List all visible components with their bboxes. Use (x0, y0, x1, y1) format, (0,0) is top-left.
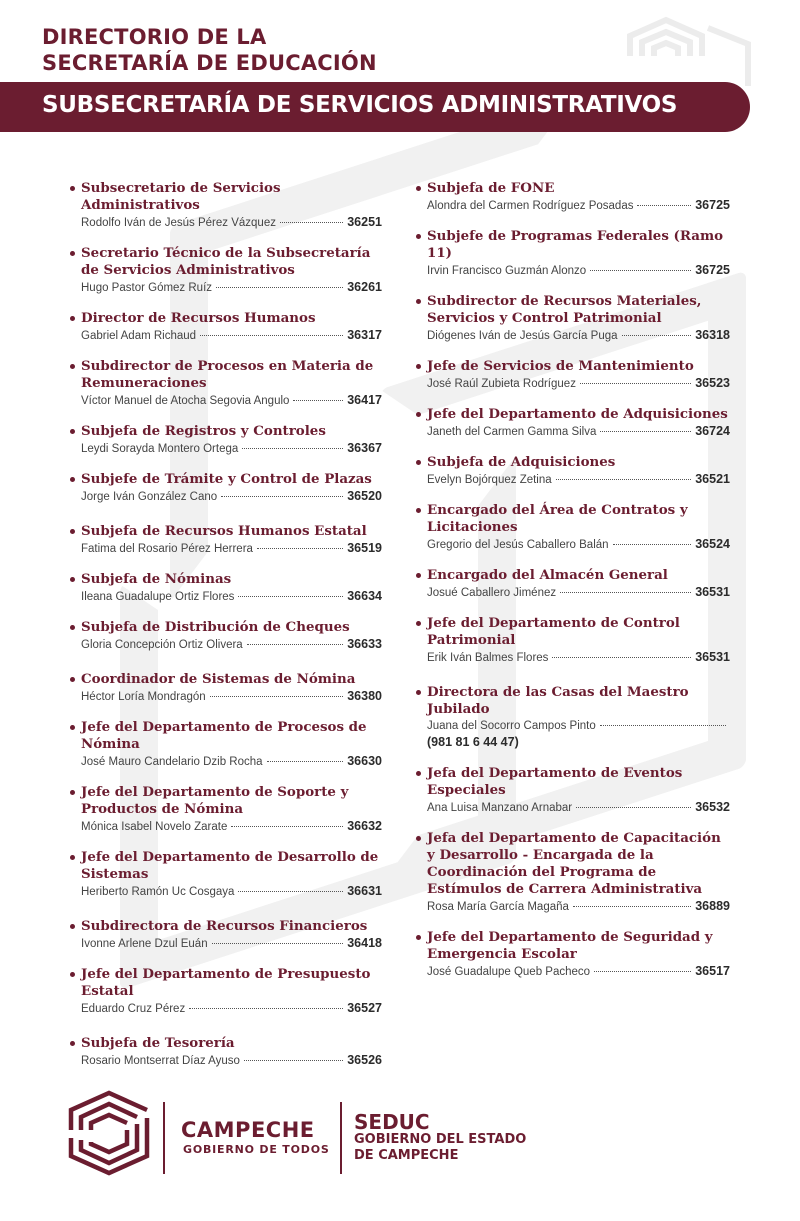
entry-contact-line (70, 392, 382, 409)
directory-entry (416, 502, 730, 553)
entry-position-title: Subjefa de Recursos Humanos Estatal (70, 523, 382, 540)
directory-entry (70, 423, 382, 457)
entry-position-title: Coordinador de Sistemas de Nómina (70, 671, 382, 688)
entry-person-name: Rosario Montserrat Díaz Ayuso (81, 1055, 240, 1067)
entry-contact-line (416, 963, 730, 980)
dot-leader (556, 479, 692, 480)
entry-person-name: Irvin Francisco Guzmán Alonzo (427, 265, 587, 277)
entry-extension: 36724 (695, 424, 730, 438)
directory-entry (416, 615, 730, 666)
entry-person-name: Evelyn Bojórquez Zetina (427, 474, 552, 486)
entry-position-title: Jefe del Departamento de Soporte y Productos de Nómina (70, 784, 382, 818)
entry-contact-line (70, 588, 382, 605)
entry-person-name: Mónica Isabel Novelo Zarate (81, 821, 228, 833)
entry-contact-line (70, 636, 382, 653)
entry-position-title: Subsecretario de Servicios Administrativos (70, 180, 382, 214)
entry-contact-line (70, 935, 382, 952)
directory-entry (70, 784, 382, 835)
entry-contact-line (70, 440, 382, 457)
entry-extension: 36317 (347, 328, 382, 342)
entry-position-title: Jefe del Departamento de Seguridad y Emergencia Escolar (416, 929, 730, 963)
entry-extension: 36418 (347, 936, 382, 950)
directory-entry (416, 830, 730, 915)
entry-extension: 36531 (695, 585, 730, 599)
entry-position-title: Subjefa de Distribución de Cheques (70, 619, 382, 636)
entry-contact-line (416, 584, 730, 601)
entry-position-title: Subjefa de Adquisiciones (416, 454, 730, 471)
entry-person-name: Ivonne Arlene Dzul Euán (81, 938, 208, 950)
entry-extension: 36520 (347, 489, 382, 503)
entry-contact-line (416, 262, 730, 279)
entry-position-title: Jefe del Departamento de Desarrollo de Sistemas (70, 849, 382, 883)
entry-person-name: Gabriel Adam Richaud (81, 330, 197, 342)
entry-person-name: Heriberto Ramón Uc Cosgaya (81, 886, 235, 898)
directory-entry (70, 310, 382, 344)
dot-leader (622, 335, 692, 336)
dot-leader (242, 448, 343, 449)
dot-leader (244, 1060, 343, 1061)
dot-leader (267, 761, 344, 762)
entry-position-title: Subjefe de Programas Federales (Ramo 11) (416, 228, 730, 262)
entry-person-name: Víctor Manuel de Atocha Segovia Angulo (81, 395, 290, 407)
entry-extension: 36634 (347, 589, 382, 603)
entry-extension: 36633 (347, 637, 382, 651)
dot-leader (594, 971, 691, 972)
entry-person-name: Leydi Sorayda Montero Ortega (81, 443, 239, 455)
entry-extension: 36889 (695, 899, 730, 913)
entry-position-title: Encargado del Área de Contratos y Licitaciones (416, 502, 730, 536)
footer-divider (163, 1102, 165, 1174)
directory-entry (416, 454, 730, 488)
entry-position-title: Subjefe de Trámite y Control de Plazas (70, 471, 382, 488)
entry-contact-line (70, 753, 382, 770)
footer-campeche: CAMPECHE (181, 1118, 315, 1142)
directory-entry (70, 918, 382, 952)
entry-person-name: Ana Luisa Manzano Arnabar (427, 802, 573, 814)
dot-leader (637, 205, 691, 206)
entry-contact-line (416, 649, 730, 666)
entry-person-name: Alondra del Carmen Rodríguez Posadas (427, 200, 634, 212)
dot-leader (280, 222, 343, 223)
entry-extension: 36631 (347, 884, 382, 898)
entry-contact-line (70, 688, 382, 705)
entry-contact-line (70, 540, 382, 557)
directory-entry (70, 671, 382, 705)
footer-seduc: SEDUC (354, 1110, 430, 1134)
dot-leader (257, 548, 343, 549)
dot-leader (560, 592, 691, 593)
entry-extension: 36251 (347, 215, 382, 229)
dot-leader (212, 943, 344, 944)
directory-entry (70, 471, 382, 505)
entry-person-name: José Mauro Candelario Dzib Rocha (81, 756, 263, 768)
entry-position-title: Directora de las Casas del Maestro Jubilado (416, 684, 730, 718)
entry-person-name: Diógenes Iván de Jesús García Puga (427, 330, 618, 342)
dot-leader (573, 906, 691, 907)
directory-entry (416, 180, 730, 214)
dot-leader (238, 891, 343, 892)
entry-phone: (981 81 6 44 47) (427, 735, 519, 749)
entry-extension: 36527 (347, 1001, 382, 1015)
directory-entry (416, 358, 730, 392)
directory-entry (70, 180, 382, 231)
entry-person-name: Fatima del Rosario Pérez Herrera (81, 543, 253, 555)
entry-contact-line (70, 1000, 382, 1017)
entry-extension: 36517 (695, 964, 730, 978)
entry-extension: 36523 (695, 376, 730, 390)
entry-contact-line (70, 279, 382, 296)
dot-leader (231, 826, 343, 827)
entry-contact-line (70, 327, 382, 344)
entry-position-title: Encargado del Almacén General (416, 567, 730, 584)
entry-person-name: Hugo Pastor Gómez Ruíz (81, 282, 213, 294)
directory-entry (416, 929, 730, 980)
campeche-logo-icon (68, 1090, 150, 1176)
entry-contact-line (416, 536, 730, 553)
entry-extension: 36531 (695, 650, 730, 664)
entry-contact-line (416, 375, 730, 392)
dot-leader (613, 544, 692, 545)
entry-position-title: Secretario Técnico de la Subsecretaría de Servicios Administrativos (70, 245, 382, 279)
entry-contact-line (70, 214, 382, 231)
entry-position-title: Subdirectora de Recursos Financieros (70, 918, 382, 935)
entry-extension: 36318 (695, 328, 730, 342)
directory-entry (416, 567, 730, 601)
entry-contact-line (70, 1052, 382, 1069)
dot-leader (216, 287, 343, 288)
dot-leader (600, 431, 691, 432)
entry-extension: 36725 (695, 263, 730, 277)
entry-person-name: Rodolfo Iván de Jesús Pérez Vázquez (81, 217, 276, 229)
entry-contact-line (70, 883, 382, 900)
entry-person-name: Erik Iván Balmes Flores (427, 652, 549, 664)
entry-extension: 36524 (695, 537, 730, 551)
dot-leader (238, 596, 343, 597)
dot-leader (200, 335, 343, 336)
directory-entry (70, 619, 382, 653)
entry-person-name: Eduardo Cruz Pérez (81, 1003, 186, 1015)
footer-seduc-line2: DE CAMPECHE (354, 1148, 459, 1163)
section-banner-title: SUBSECRETARÍA DE SERVICIOS ADMINISTRATIVOS (42, 92, 678, 118)
entry-person-name: Gloria Concepción Ortiz Olivera (81, 639, 243, 651)
entry-person-name: Rosa María García Magaña (427, 901, 569, 913)
directory-entry (70, 571, 382, 605)
entry-extension: 36521 (695, 472, 730, 486)
entry-extension: 36526 (347, 1053, 382, 1067)
entry-contact-line (70, 488, 382, 505)
entry-position-title: Jefe del Departamento de Procesos de Nómina (70, 719, 382, 753)
entry-contact-line (416, 197, 730, 214)
entry-extension: 36725 (695, 198, 730, 212)
directory-entry (416, 406, 730, 440)
dot-leader (210, 696, 344, 697)
directory-entry (416, 228, 730, 279)
entry-position-title: Jefa del Departamento de Capacitación y Desarrollo - Encargada de la Coordinación del Programa de Estímulos de Carrera Administrativa (416, 830, 730, 898)
entry-contact-line (416, 327, 730, 344)
dot-leader (189, 1008, 343, 1009)
entry-person-name: José Guadalupe Queb Pacheco (427, 966, 591, 978)
directory-entry (70, 849, 382, 900)
entry-contact-line (416, 471, 730, 488)
dot-leader (221, 496, 343, 497)
entry-extension: 36417 (347, 393, 382, 407)
entry-contact-line (416, 799, 730, 816)
entry-position-title: Subjefa de FONE (416, 180, 730, 197)
entry-person-name: Héctor Loría Mondragón (81, 691, 206, 703)
entry-extension: 36261 (347, 280, 382, 294)
entry-position-title: Subdirector de Procesos en Materia de Remuneraciones (70, 358, 382, 392)
entry-person-name: Juana del Socorro Campos Pinto (427, 720, 596, 732)
directory-entry (416, 765, 730, 816)
entry-person-name: Ileana Guadalupe Ortiz Flores (81, 591, 235, 603)
page-title-line1: DIRECTORIO DE LA (42, 25, 267, 49)
dot-leader (293, 400, 343, 401)
directory-entry (70, 358, 382, 409)
entry-contact-line (70, 818, 382, 835)
dot-leader (576, 807, 691, 808)
entry-position-title: Subjefa de Tesorería (70, 1035, 382, 1052)
entry-contact-line (416, 718, 730, 734)
footer (0, 1080, 800, 1200)
entry-position-title: Jefe del Departamento de Adquisiciones (416, 406, 730, 423)
entry-extension: 36532 (695, 800, 730, 814)
entry-person-name: Gregorio del Jesús Caballero Balán (427, 539, 609, 551)
entry-extension: 36367 (347, 441, 382, 455)
entry-position-title: Jefa del Departamento de Eventos Especiales (416, 765, 730, 799)
footer-seduc-line1: GOBIERNO DEL ESTADO (354, 1132, 527, 1147)
entry-person-name: Janeth del Carmen Gamma Silva (427, 426, 597, 438)
entry-position-title: Subdirector de Recursos Materiales, Servicios y Control Patrimonial (416, 293, 730, 327)
entry-position-title: Subjefa de Registros y Controles (70, 423, 382, 440)
entry-person-name: Josué Caballero Jiménez (427, 587, 557, 599)
entry-person-name: Jorge Iván González Cano (81, 491, 218, 503)
entry-extension: 36632 (347, 819, 382, 833)
entry-position-title: Director de Recursos Humanos (70, 310, 382, 327)
dot-leader (552, 657, 691, 658)
footer-campeche-sub: GOBIERNO DE TODOS (183, 1143, 330, 1156)
entry-extension: 36380 (347, 689, 382, 703)
entry-contact-line (416, 898, 730, 915)
directory-entry (70, 1035, 382, 1069)
entry-extension: 36519 (347, 541, 382, 555)
directory-entry (70, 719, 382, 770)
directory-entry (416, 293, 730, 344)
dot-leader (600, 725, 726, 726)
entry-contact-line (416, 423, 730, 440)
entry-position-title: Jefe de Servicios de Mantenimiento (416, 358, 730, 375)
entry-person-name: José Raúl Zubieta Rodríguez (427, 378, 576, 390)
page-title-line2: SECRETARÍA DE EDUCACIÓN (42, 51, 377, 75)
dot-leader (590, 270, 691, 271)
directory-entry (416, 684, 730, 751)
entry-position-title: Subjefa de Nóminas (70, 571, 382, 588)
dot-leader (580, 383, 691, 384)
page-title (42, 24, 377, 76)
directory-entry (70, 966, 382, 1017)
footer-divider (340, 1102, 342, 1174)
directory-entry (70, 245, 382, 296)
dot-leader (247, 644, 344, 645)
section-banner (0, 82, 750, 132)
entry-position-title: Jefe del Departamento de Presupuesto Estatal (70, 966, 382, 1000)
directory-entry (70, 523, 382, 557)
directory-right-column (416, 180, 730, 980)
directory-left-column (70, 180, 382, 1069)
entry-extension: 36630 (347, 754, 382, 768)
entry-position-title: Jefe del Departamento de Control Patrimonial (416, 615, 730, 649)
